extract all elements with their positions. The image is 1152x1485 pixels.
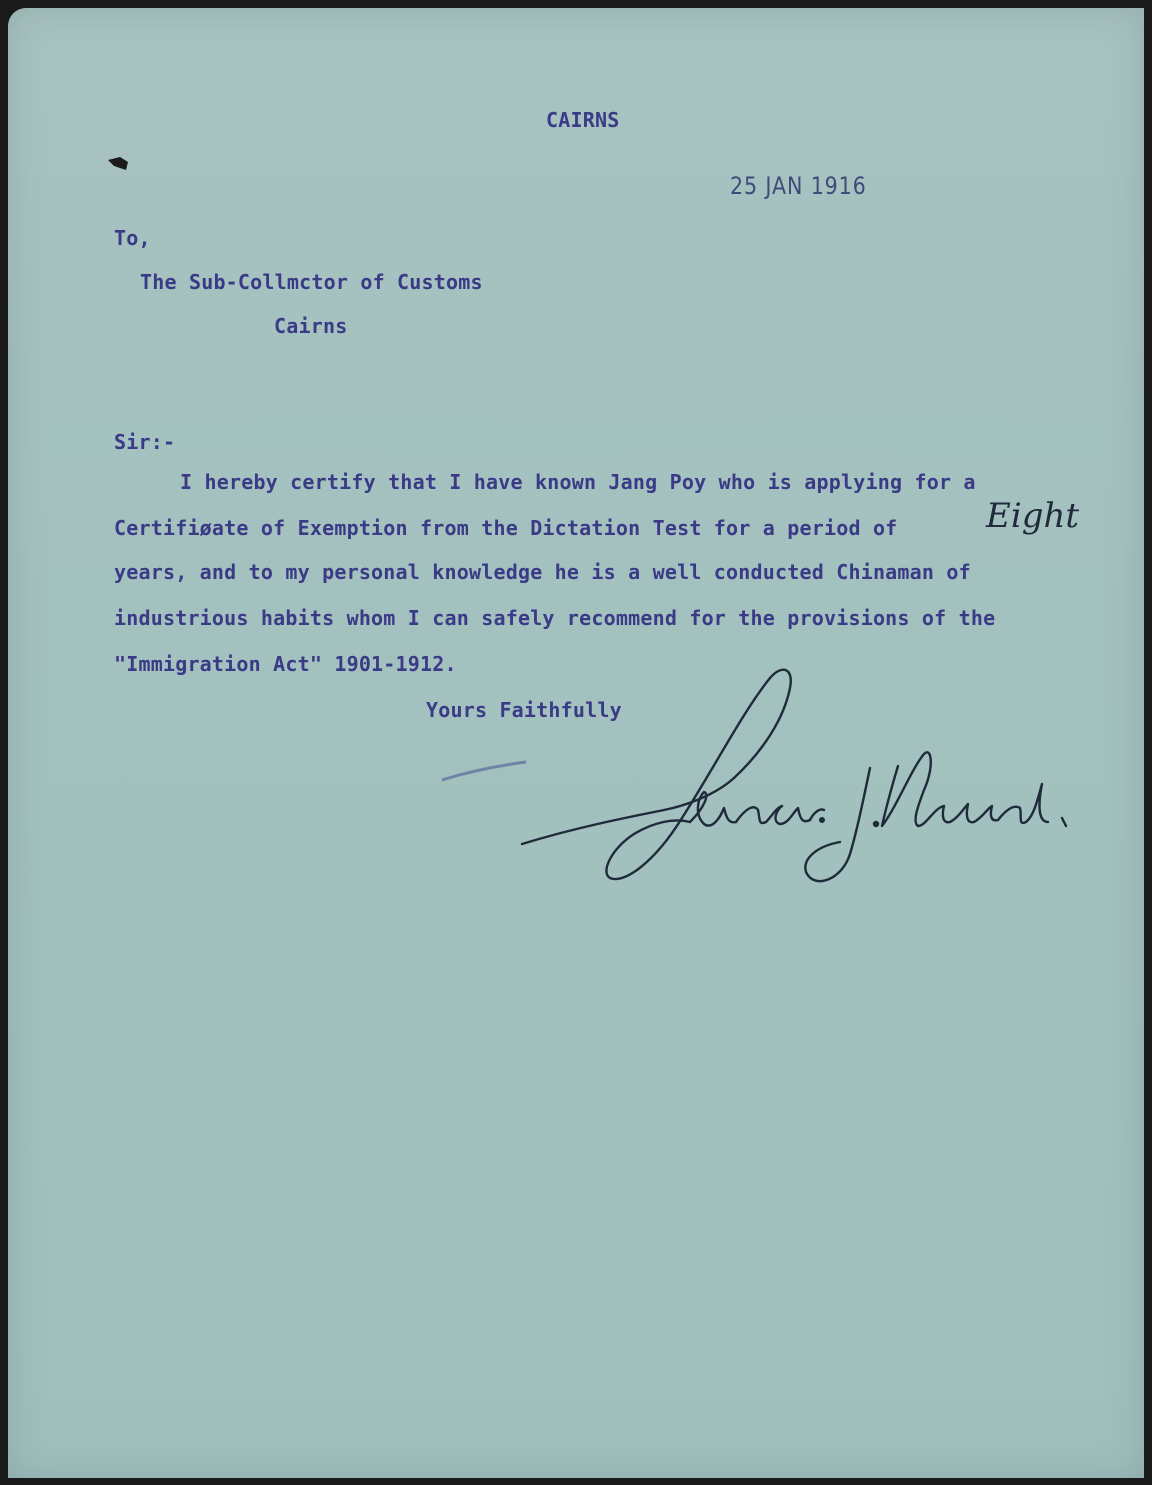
- body-line-4: industrious habits whom I can safely recommend for the provisions of the: [114, 606, 996, 630]
- place-heading: CAIRNS: [546, 108, 620, 132]
- handwritten-period: Eight: [986, 496, 1080, 536]
- body-line-3: years, and to my personal knowledge he is a well conducted Chinaman of: [114, 560, 971, 584]
- greeting: Sir:-: [114, 430, 176, 454]
- body-line-1: I hereby certify that I have known Jang Poy who is applying for a: [180, 470, 976, 494]
- letter-sheet: [8, 8, 1144, 1478]
- recipient-place: Cairns: [274, 314, 348, 338]
- pin-hole-mark: [106, 154, 132, 174]
- closing: Yours Faithfully: [426, 698, 622, 722]
- date-stamp: 25 JAN 1916: [730, 172, 867, 200]
- recipient-title: The Sub-Collmctor of Customs: [140, 270, 483, 294]
- body-line-5: "Immigration Act" 1901-1912.: [114, 652, 457, 676]
- salutation-to: To,: [114, 226, 151, 250]
- signature-graphic: [514, 658, 1074, 898]
- body-line-2: Certifiøate of Exemption from the Dictation Test for a period of: [114, 516, 898, 540]
